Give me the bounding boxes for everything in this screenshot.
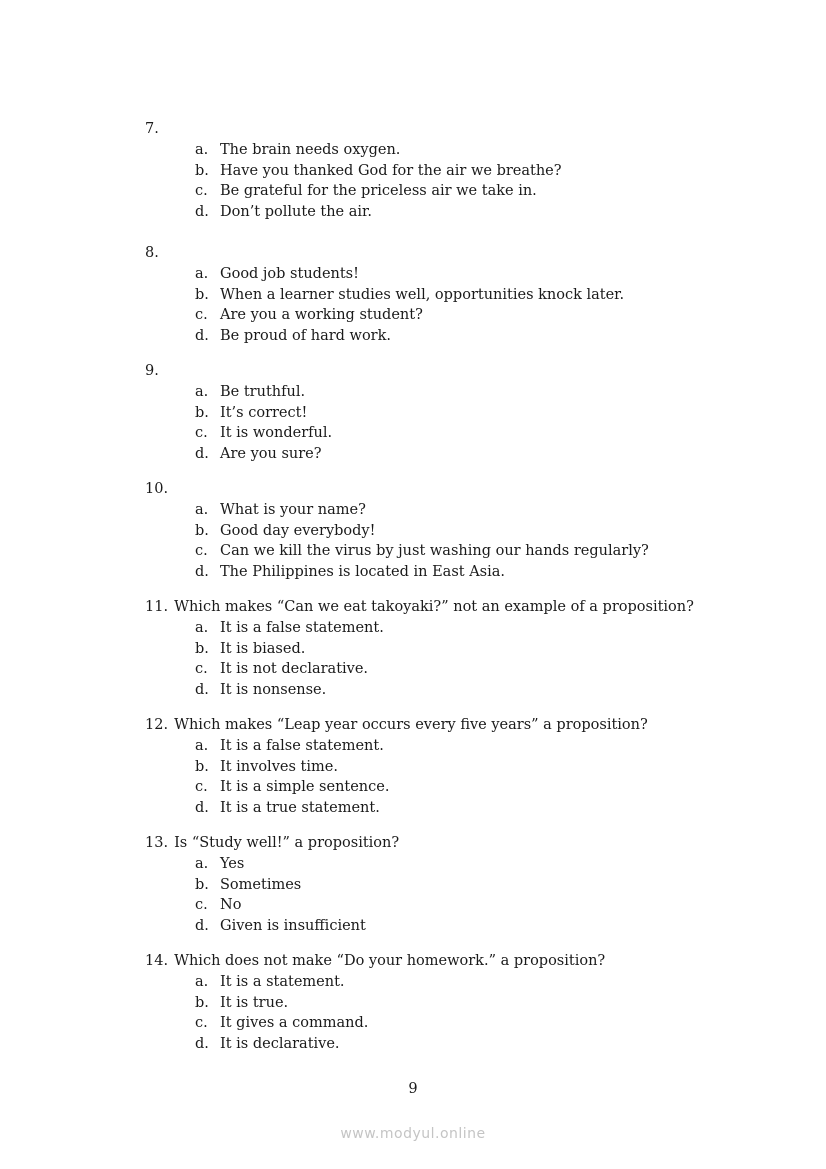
- choice-letter: a.: [195, 266, 209, 282]
- choice-text: It is biased.: [220, 640, 306, 657]
- choice-d: [145, 916, 745, 937]
- choice-letter: d.: [195, 327, 209, 344]
- choice-letter: a.: [195, 502, 209, 518]
- question-number: 11.: [145, 599, 169, 615]
- choice-text: No: [220, 897, 242, 914]
- question-10: [145, 479, 745, 582]
- choice-text: What is your name?: [220, 502, 366, 518]
- choice-text: It is a false statement.: [220, 620, 384, 636]
- question-14: [145, 951, 745, 1054]
- choice-text: It is a true statement.: [220, 799, 380, 816]
- choice-letter: d.: [195, 1035, 209, 1052]
- choice-letter: b.: [195, 286, 209, 303]
- choice-letter: d.: [195, 917, 209, 934]
- choice-text: It is nonsense.: [220, 681, 327, 698]
- choice-text: It is a statement.: [220, 974, 345, 990]
- choice-text: When a learner studies well, opportunities knock later.: [220, 286, 625, 303]
- choice-list: [145, 736, 745, 818]
- question-text: Which does not make “Do your homework.” a proposition?: [174, 953, 606, 969]
- choice-text: It is wonderful.: [220, 425, 333, 442]
- choice-c: [145, 305, 745, 326]
- choice-text: Are you a working student?: [220, 307, 423, 324]
- question-7: [145, 119, 745, 222]
- choice-text: It gives a command.: [220, 1015, 369, 1032]
- question-11: [145, 597, 745, 700]
- choice-b: [145, 875, 745, 896]
- choice-a: [145, 382, 745, 403]
- choice-text: Can we kill the virus by just washing our hands regularly?: [220, 543, 649, 560]
- choice-letter: b.: [195, 640, 209, 657]
- choice-b: [145, 993, 745, 1014]
- choice-a: [145, 854, 745, 875]
- choice-letter: c.: [195, 543, 208, 560]
- choice-d: [145, 202, 745, 223]
- choice-text: It is true.: [220, 994, 289, 1011]
- choice-text: It is not declarative.: [220, 661, 369, 678]
- choice-a: [145, 500, 745, 521]
- question-13: [145, 833, 745, 936]
- choice-letter: c.: [195, 307, 208, 324]
- choice-letter: b.: [195, 522, 209, 539]
- choice-letter: d.: [195, 445, 209, 462]
- choice-b: [145, 757, 745, 778]
- choice-d: [145, 326, 745, 347]
- choice-c: [145, 541, 745, 562]
- watermark: www.modyul.online: [340, 1126, 486, 1142]
- choice-c: [145, 895, 745, 916]
- choice-letter: b.: [195, 162, 209, 179]
- choice-text: It involves time.: [220, 758, 338, 775]
- choice-c: [145, 181, 745, 202]
- choice-text: Be proud of hard work.: [220, 327, 391, 344]
- question-text: Which makes “Can we eat takoyaki?” not an example of a proposition?: [174, 599, 694, 615]
- question-number: 7.: [145, 121, 159, 137]
- choice-text: Be truthful.: [220, 384, 306, 400]
- choice-a: [145, 736, 745, 757]
- choice-b: [145, 285, 745, 306]
- choice-a: [145, 972, 745, 993]
- choice-letter: a.: [195, 974, 209, 990]
- choice-letter: b.: [195, 758, 209, 775]
- choice-list: [145, 264, 745, 346]
- choice-text: Good job students!: [220, 266, 359, 282]
- choice-text: Don’t pollute the air.: [220, 203, 372, 220]
- choice-d: [145, 1034, 745, 1055]
- choice-b: [145, 403, 745, 424]
- choice-list: [145, 854, 745, 936]
- choice-text: Good day everybody!: [220, 522, 376, 539]
- choice-c: [145, 659, 745, 680]
- question-8: [145, 243, 745, 346]
- page-number: 9: [408, 1081, 418, 1097]
- choice-letter: b.: [195, 876, 209, 893]
- choice-letter: b.: [195, 994, 209, 1011]
- choice-text: It is a simple sentence.: [220, 779, 390, 796]
- choice-c: [145, 777, 745, 798]
- choice-text: The brain needs oxygen.: [220, 142, 401, 158]
- choice-list: [145, 500, 745, 582]
- choice-list: [145, 972, 745, 1054]
- choice-letter: c.: [195, 779, 208, 796]
- choice-c: [145, 1013, 745, 1034]
- choice-letter: a.: [195, 384, 209, 400]
- choice-letter: c.: [195, 897, 208, 914]
- choice-text: Have you thanked God for the air we breathe?: [220, 162, 562, 179]
- question-number: 10.: [145, 481, 169, 497]
- choice-letter: d.: [195, 681, 209, 698]
- choice-list: [145, 618, 745, 700]
- question-number: 12.: [145, 717, 169, 733]
- choice-list: [145, 140, 745, 222]
- question-text: Is “Study well!” a proposition?: [174, 835, 400, 851]
- choice-text: Sometimes: [220, 876, 302, 893]
- choice-d: [145, 798, 745, 819]
- choice-text: It is declarative.: [220, 1035, 340, 1052]
- question-12: [145, 715, 745, 818]
- choice-letter: a.: [195, 856, 209, 872]
- choice-letter: a.: [195, 738, 209, 754]
- choice-list: [145, 382, 745, 464]
- choice-b: [145, 161, 745, 182]
- choice-letter: c.: [195, 661, 208, 678]
- question-number: 13.: [145, 835, 169, 851]
- choice-letter: a.: [195, 142, 209, 158]
- choice-text: It is a false statement.: [220, 738, 384, 754]
- choice-letter: d.: [195, 799, 209, 816]
- choice-d: [145, 680, 745, 701]
- choice-text: It’s correct!: [220, 404, 308, 421]
- choice-text: The Philippines is located in East Asia.: [220, 563, 505, 580]
- choice-letter: c.: [195, 183, 208, 200]
- question-number: 14.: [145, 953, 169, 969]
- choice-letter: c.: [195, 1015, 208, 1032]
- choice-b: [145, 639, 745, 660]
- choice-letter: d.: [195, 563, 209, 580]
- choice-a: [145, 618, 745, 639]
- choice-a: [145, 264, 745, 285]
- choice-letter: c.: [195, 425, 208, 442]
- choice-a: [145, 140, 745, 161]
- choice-text: Be grateful for the priceless air we take in.: [220, 183, 537, 200]
- question-number: 9.: [145, 363, 159, 379]
- choice-letter: a.: [195, 620, 209, 636]
- choice-letter: b.: [195, 404, 209, 421]
- question-9: [145, 361, 745, 464]
- question-number: 8.: [145, 245, 159, 261]
- choice-text: Given is insufficient: [220, 917, 366, 934]
- choice-d: [145, 562, 745, 583]
- choice-c: [145, 423, 745, 444]
- question-text: Which makes “Leap year occurs every five years” a proposition?: [174, 717, 648, 733]
- choice-d: [145, 444, 745, 465]
- choice-text: Are you sure?: [220, 445, 322, 462]
- choice-b: [145, 521, 745, 542]
- choice-text: Yes: [220, 856, 245, 872]
- choice-letter: d.: [195, 203, 209, 220]
